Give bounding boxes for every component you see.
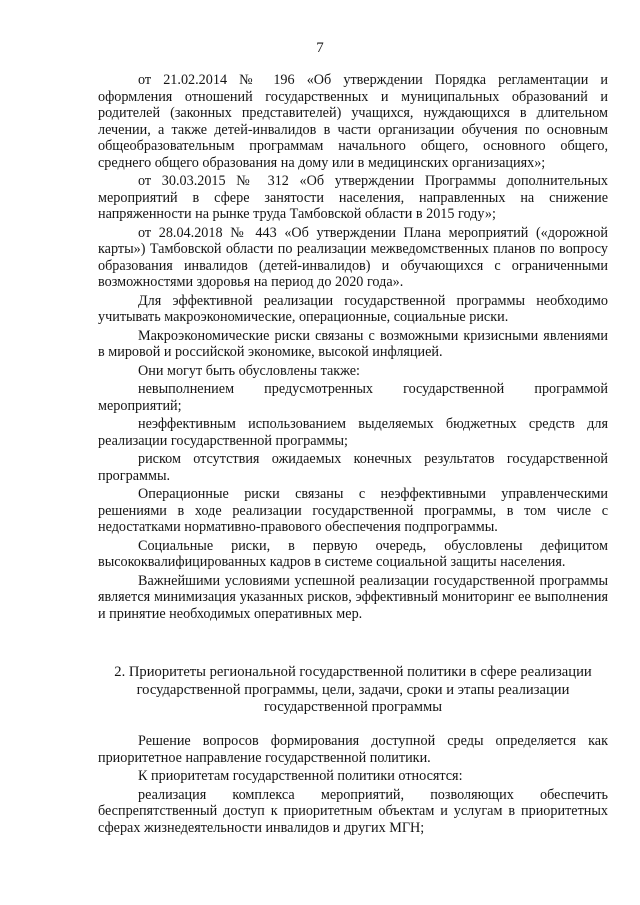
section-heading: 2. Приоритеты региональной государственной политики в сфере реализации государственной программы, цели, задачи, сроки и этапы реализации государственной программы <box>114 664 592 715</box>
paragraph: неэффективным использованием выделяемых бюджетных средств для реализации государственной программы; <box>98 416 608 449</box>
paragraph: Операционные риски связаны с неэффективными управленческими решениями в ходе реализации государственной программы, в том числе с недостатками нормативно-правового обеспечения подпрограммы. <box>98 486 608 535</box>
paragraph: Решение вопросов формирования доступной среды определяется как приоритетное направление государственной политики. <box>98 733 608 766</box>
body-text-risks <box>98 72 608 624</box>
paragraph: от 28.04.2018 № 443 «Об утверждении Плана мероприятий («дорожной карты») Тамбовской области по реализации межведомственных планов по вопросу образования инвалидов (детей-инвалидов) и обучающихся с ограниченными возможностями здоровья на период до 2020 года». <box>98 224 608 290</box>
paragraph: Они могут быть обусловлены также: <box>138 362 360 379</box>
paragraph: реализация комплекса мероприятий, позволяющих обеспечить беспрепятственный доступ к приоритетным объектам и услугам в приоритетных сферах жизнедеятельности инвалидов и других МГН; <box>98 786 608 836</box>
paragraph: К приоритетам государственной политики относятся: <box>138 768 463 784</box>
body-text-priorities <box>98 733 608 838</box>
paragraph: Важнейшими условиями успешной реализации государственной программы является минимизация указанных рисков, эффективный мониторинг ее выполнения и принятие необходимых оперативных мер. <box>98 572 608 622</box>
paragraph: Для эффективной реализации государственной программы необходимо учитывать макроэкономические, операционные, социальные риски. <box>98 292 608 325</box>
page-number: 7 <box>316 40 324 56</box>
paragraph: невыполнением предусмотренных государственной программой мероприятий; <box>98 381 608 414</box>
paragraph: от 30.03.2015 № 312 «Об утверждении Программы дополнительных мероприятий в сфере занятости населения, направленных на снижение напряженности на рынке труда Тамбовской области в 2015 году»; <box>98 173 608 222</box>
paragraph: риском отсутствия ожидаемых конечных результатов государственной программы. <box>98 451 608 484</box>
paragraph: от 21.02.2014 № 196 «Об утверждении Порядка регламентации и оформления отношений государственных и муниципальных образований и родителей (законных представителей) учащихся, нуждающихся в длительном лечении, а также детей-инвалидов в части организации обучения по основным общеобразовательным программам начального общего, основного общего, среднего общего образования на дому или в медицинских организациях»; <box>98 72 608 171</box>
paragraph: Социальные риски, в первую очередь, обусловлены дефицитом высококвалифицированных кадров в системе социальной защиты населения. <box>98 537 608 570</box>
paragraph: Макроэкономические риски связаны с возможными кризисными явлениями в мировой и российской экономике, высокой инфляцией. <box>98 327 608 360</box>
